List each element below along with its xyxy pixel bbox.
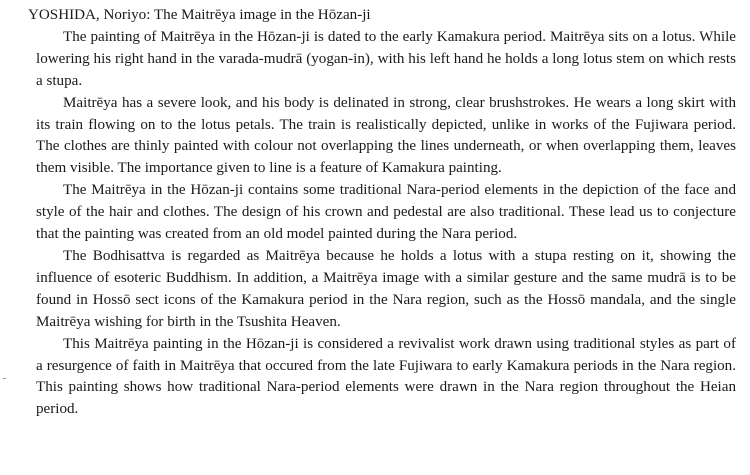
paragraph-2: Maitrēya has a severe look, and his body is delinated in strong, clear brushstrokes. He wears a long skirt with its train flowing on to the lotus petals. The train is realistically depicted, unlike in works of the Fujiwara period. The clothes are thinly painted with colour not overlapping the lines underneath, or when overlapping them, leaves them visible. The importance given to line is a feature of Kamakura painting. [36,94,736,177]
document-title: YOSHIDA, Noriyo: The Maitrēya image in the Hōzan-ji [28,7,371,23]
margin-mark [3,378,6,379]
paragraph-5: This Maitrēya painting in the Hōzan-ji is considered a revivalist work drawn using traditional styles as part of a resurgence of faith in Maitrēya that occured from the late Fujiwara to early Kamakura periods in the Nara region. This painting shows how traditional Nara-period elements were drawn in the Nara region throughout the Heian period. [36,335,736,418]
document-page [28,5,736,421]
paragraph-3: The Maitrēya in the Hōzan-ji contains some traditional Nara-period elements in the depiction of the face and style of the hair and clothes. The design of his crown and pedestal are also traditional. These lead us to conjecture that the painting was created from an old model painted during the Nara period. [36,182,736,243]
paragraph-4: The Bodhisattva is regarded as Maitrēya because he holds a lotus with a stupa resting on it, showing the influence of esoteric Buddhism. In addition, a Maitrēya image with a similar gesture and the same mudrā is to be found in Hossō sect icons of the Kamakura period in the Nara region, such as the Hossō mandala, and the single Maitrēya wishing for birth in the Tsushita Heaven. [36,247,736,330]
paragraph-1: The painting of Maitrēya in the Hōzan-ji is dated to the early Kamakura period. Maitrēya sits on a lotus. While lowering his right hand in the varada-mudrā (yogan-in), with his left hand he holds a long lotus stem on which rests a stupa. [36,28,736,89]
